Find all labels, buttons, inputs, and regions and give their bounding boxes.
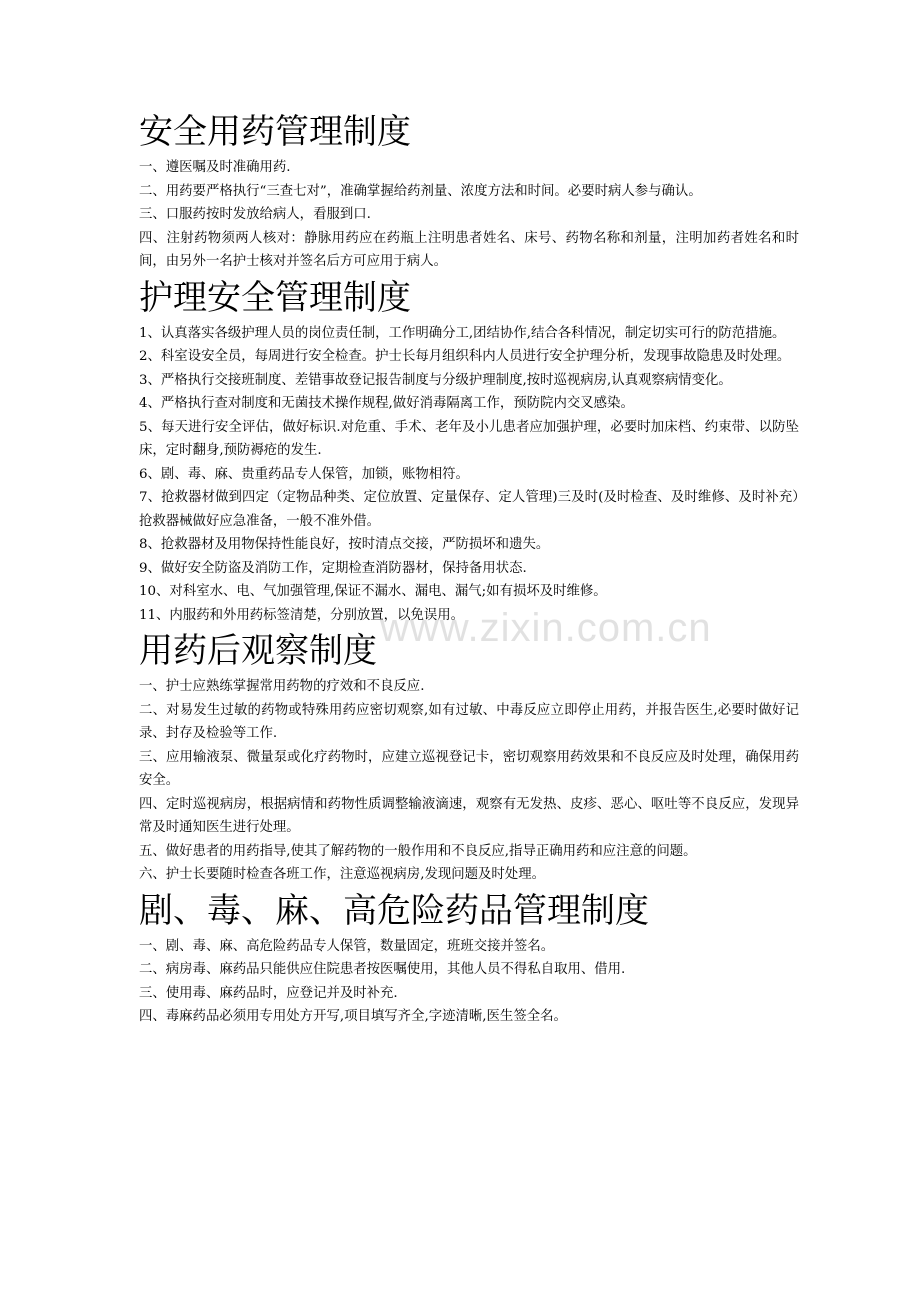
paragraph: 一、护士应熟练掌握常用药物的疗效和不良反应.	[139, 679, 425, 694]
paragraph: 8、抢救器材及用物保持性能良好，按时清点交接，严防损坏和遗失。	[139, 537, 550, 552]
paragraph: 一、遵医嘱及时准确用药.	[139, 160, 291, 175]
paragraph: 6、剧、毒、麻、贵重药品专人保管，加锁，账物相符。	[139, 466, 469, 482]
paragraph: 2、科室设安全员，每周进行安全检查。护士长每月组织科内人员进行安全护理分析，发现事故隐患及时处理。	[139, 349, 791, 364]
paragraph: 11、内服药和外用药标签清楚，分别放置，以免误用。	[139, 607, 465, 623]
paragraph: 10、对科室水、电、气加强管理,保证不漏水、漏电、漏气;如有损坏及时维修。	[139, 584, 607, 599]
paragraph: 二、用药要严格执行“三查七对”，准确掌握给药剂量、浓度方法和时间。必要时病人参与确认。	[139, 183, 702, 199]
paragraph: 三、使用毒、麻药品时，应登记并及时补充.	[139, 985, 398, 1001]
section-title: 安全用药管理制度	[139, 112, 411, 152]
document-page	[139, 108, 799, 1029]
paragraph: 五、做好患者的用药指导,使其了解药物的一般作用和不良反应,指导正确用药和应注意的问题。	[139, 843, 697, 859]
paragraph: 三、应用输液泵、微量泵或化疗药物时，应建立巡视登记卡，密切观察用药效果和不良反应及时处理，确保用药安全。	[139, 749, 799, 788]
paragraph: 四、定时巡视病房，根据病情和药物性质调整输液滴速，观察有无发热、皮疹、恶心、呕吐等不良反应，发现异常及时通知医生进行处理。	[139, 796, 799, 835]
section-title: 护理安全管理制度	[139, 277, 411, 318]
paragraph: 4、严格执行查对制度和无菌技术操作规程,做好消毒隔离工作，预防院内交叉感染。	[139, 396, 634, 411]
paragraph: 二、病房毒、麻药品只能供应住院患者按医嘱使用，其他人员不得私自取用、借用.	[139, 962, 626, 977]
paragraph: 1、认真落实各级护理人员的岗位责任制，工作明确分工,团结协作,结合各科情况，制定切实可行的防范措施。	[139, 325, 786, 341]
paragraph: 一、剧、毒、麻、高危险药品专人保管，数量固定，班班交接并签名。	[139, 938, 555, 954]
paragraph: 9、做好安全防盗及消防工作，定期检查消防器材，保持备用状态.	[139, 560, 527, 576]
paragraph: 3、严格执行交接班制度、差错事故登记报告制度与分级护理制度,按时巡视病房,认真观察病情变化。	[139, 372, 732, 388]
paragraph: 二、对易发生过敏的药物或特殊用药应密切观察,如有过敏、中毒反应立即停止用药，并报告医生,必要时做好记录、封存及检验等工作.	[139, 702, 799, 741]
paragraph: 三、口服药按时发放给病人，看服到口.	[139, 207, 371, 222]
paragraph: 六、护士长要随时检查各班工作，注意巡视病房,发现问题及时处理。	[139, 867, 545, 882]
paragraph: 四、毒麻药品必须用专用处方开写,项目填写齐全,字迹清晰,医生签全名。	[139, 1009, 567, 1024]
watermark: www.zixin.com.cn	[380, 606, 712, 650]
section-title: 剧、毒、麻、高危险药品管理制度	[139, 890, 649, 931]
section-title: 用药后观察制度	[139, 631, 377, 671]
paragraph: 四、注射药物须两人核对：静脉用药应在药瓶上注明患者姓名、床号、药物名称和剂量，注明加药者姓名和时间，由另外一名护士核对并签名后方可应用于病人。	[139, 230, 799, 269]
paragraph: 5、每天进行安全评估，做好标识.对危重、手术、老年及小儿患者应加强护理，必要时加床档、约束带、以防坠床，定时翻身,预防褥疮的发生.	[139, 419, 799, 458]
paragraph: 7、抢救器材做到四定（定物品种类、定位放置、定量保存、定人管理)三及时(及时检查、及时维修、及时补充）抢救器械做好应急准备，一般不准外借。	[139, 490, 799, 529]
